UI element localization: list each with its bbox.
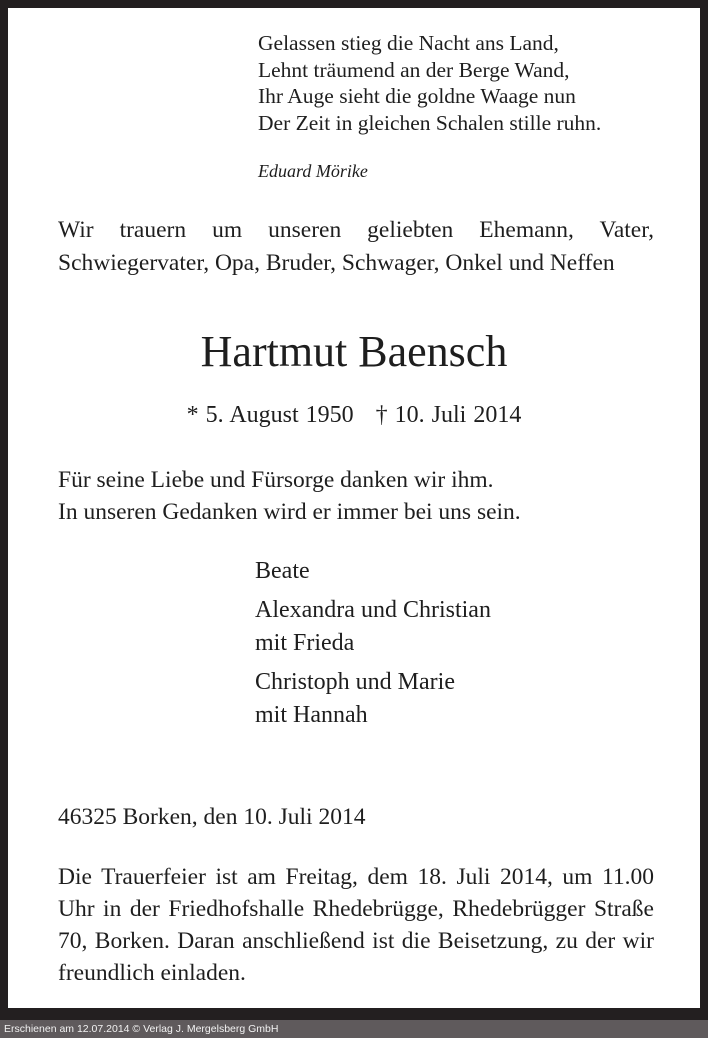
family-signatures xyxy=(255,555,491,738)
poem-line: Gelassen stieg die Nacht ans Land, xyxy=(258,31,559,55)
publication-footer: Erschienen am 12.07.2014 © Verlag J. Mergelsberg GmbH xyxy=(0,1020,708,1038)
family-line: mit Hannah xyxy=(255,702,368,728)
death-date: † 10. Juli 2014 xyxy=(375,402,522,428)
poem-line: Lehnt träumend an der Berge Wand, xyxy=(258,57,570,82)
family-line: Beate xyxy=(255,558,310,584)
family-line: Christoph und Marie xyxy=(255,669,455,695)
family-line: mit Frieda xyxy=(255,630,355,656)
poem-author: Eduard Mörike xyxy=(258,161,368,181)
funeral-details: Die Trauerfeier ist am Freitag, dem 18. Juli 2014, um 11.00 Uhr in der Friedhofshalle Rhedebrügge, Rhedebrügger Straße 70, Borken. Daran anschließend ist die Beisetzung, zu der wir freundlich einladen. xyxy=(58,864,654,986)
thanks-text xyxy=(58,464,521,528)
family-group xyxy=(255,666,491,732)
place-and-date: 46325 Borken, den 10. Juli 2014 xyxy=(58,804,366,830)
deceased-name: Hartmut Baensch xyxy=(200,327,508,376)
thanks-line: Für seine Liebe und Fürsorge danken wir ihm. xyxy=(58,467,494,493)
birth-date: * 5. August 1950 xyxy=(186,402,354,428)
poem-line: Ihr Auge sieht die goldne Waage nun xyxy=(258,84,576,108)
poem xyxy=(258,30,601,136)
family-group xyxy=(255,594,491,660)
mourning-intro: Wir trauern um unseren geliebten Ehemann, Vater, Schwiegervater, Opa, Bruder, Schwager, Onkel und Neffen xyxy=(58,217,654,276)
family-line: Alexandra und Christian xyxy=(255,597,491,623)
life-dates xyxy=(8,400,700,430)
poem-line: Der Zeit in gleichen Schalen stille ruhn. xyxy=(258,110,602,135)
family-group xyxy=(255,555,491,588)
obituary-notice xyxy=(8,8,700,1008)
thanks-line: In unseren Gedanken wird er immer bei uns sein. xyxy=(58,499,521,525)
